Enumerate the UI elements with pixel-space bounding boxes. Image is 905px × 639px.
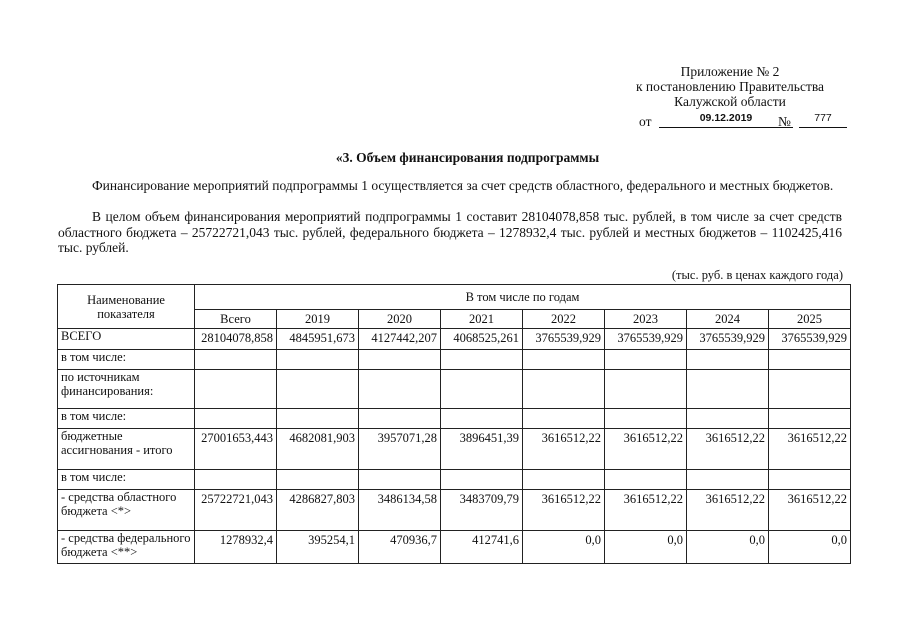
column-header: 2025 [769, 310, 851, 329]
table-cell: 4845951,673 [277, 329, 359, 350]
table-cell: 3616512,22 [523, 490, 605, 531]
row-label: - средства областного бюджета <*> [58, 490, 195, 531]
header-indicator-name: Наименование показателя [58, 285, 195, 329]
row-label: по источникам финансирования: [58, 370, 195, 409]
appendix-date-line [634, 112, 864, 128]
table-cell [359, 409, 441, 429]
section-title: «3. Объем финансирования подпрограммы [335, 150, 600, 165]
column-header: 2022 [523, 310, 605, 329]
table-cell [605, 409, 687, 429]
row-label: в том числе: [58, 409, 195, 429]
table-cell [687, 409, 769, 429]
table-cell: 3616512,22 [769, 429, 851, 470]
table-cell [605, 370, 687, 409]
table-cell [359, 470, 441, 490]
row-label: в том числе: [58, 470, 195, 490]
table-cell: 0,0 [523, 531, 605, 564]
table-cell [769, 470, 851, 490]
table-cell [441, 370, 523, 409]
table-cell: 3896451,39 [441, 429, 523, 470]
table-cell [687, 350, 769, 370]
row-label: ВСЕГО [58, 329, 195, 350]
table-cell: 470936,7 [359, 531, 441, 564]
table-cell: 28104078,858 [195, 329, 277, 350]
appendix-block [600, 64, 860, 109]
table-cell [523, 370, 605, 409]
table-cell: 1278932,4 [195, 531, 277, 564]
table-cell: 0,0 [687, 531, 769, 564]
table-cell: 4068525,261 [441, 329, 523, 350]
table-cell: 3483709,79 [441, 490, 523, 531]
row-label: в том числе: [58, 350, 195, 370]
table-cell [605, 470, 687, 490]
table-cell [277, 409, 359, 429]
row-label: бюджетные ассигнования - итого [58, 429, 195, 470]
table-row [58, 350, 851, 370]
table-row [58, 370, 851, 409]
table-row [58, 490, 851, 531]
table-cell: 3765539,929 [605, 329, 687, 350]
table-row [58, 409, 851, 429]
table-cell: 412741,6 [441, 531, 523, 564]
column-header: Всего [195, 310, 277, 329]
table-cell [195, 409, 277, 429]
table-row [58, 429, 851, 470]
table-cell [605, 350, 687, 370]
column-header: 2023 [605, 310, 687, 329]
table-cell [277, 470, 359, 490]
table-cell: 4682081,903 [277, 429, 359, 470]
table-cell: 0,0 [769, 531, 851, 564]
from-label: от [639, 114, 652, 129]
table-cell: 3616512,22 [769, 490, 851, 531]
table-cell [195, 470, 277, 490]
table-cell [523, 350, 605, 370]
resolution-number: 777 [799, 112, 847, 128]
number-label: № [778, 114, 791, 129]
column-header: 2024 [687, 310, 769, 329]
table-cell [359, 370, 441, 409]
table-cell [277, 370, 359, 409]
table-cell [523, 409, 605, 429]
table-cell [441, 470, 523, 490]
row-label: - средства федерального бюджета <**> [58, 531, 195, 564]
table-cell [769, 370, 851, 409]
table-cell: 3486134,58 [359, 490, 441, 531]
table-cell: 25722721,043 [195, 490, 277, 531]
table-row [58, 329, 851, 350]
header-years-group: В том числе по годам [195, 285, 851, 310]
table-cell [195, 350, 277, 370]
units-note: (тыс. руб. в ценах каждого года) [671, 268, 843, 282]
table-cell [769, 350, 851, 370]
table-cell: 3616512,22 [605, 490, 687, 531]
table-cell [687, 470, 769, 490]
table-cell [359, 350, 441, 370]
column-header: 2019 [277, 310, 359, 329]
table-cell: 3616512,22 [687, 429, 769, 470]
table-cell: 0,0 [605, 531, 687, 564]
table-cell [523, 470, 605, 490]
table-cell [769, 409, 851, 429]
appendix-region: Калужской области [674, 94, 786, 109]
column-header: 2020 [359, 310, 441, 329]
table-cell: 3616512,22 [605, 429, 687, 470]
paragraph-financing-sources: Финансирование мероприятий подпрограммы 1 осуществляется за счет средств областного, федерального и местных бюджетов. [92, 178, 834, 193]
resolution-date: 09.12.2019 [659, 112, 793, 128]
column-header: 2021 [441, 310, 523, 329]
table-cell: 27001653,443 [195, 429, 277, 470]
table-row [58, 531, 851, 564]
paragraph-financing-total: В целом объем финансирования мероприятий подпрограммы 1 составит 28104078,858 тыс. рублей, в том числе за счет средств областного бюджета – 25722721,043 тыс. рублей, федерального бюджета – 1278932,4 тыс. рублей и местных бюджетов – 1102425,416 тыс. рублей. [58, 209, 842, 255]
table-cell: 3765539,929 [687, 329, 769, 350]
appendix-title: Приложение № 2 [680, 64, 780, 79]
table-cell: 3957071,28 [359, 429, 441, 470]
appendix-resolution: к постановлению Правительства [635, 79, 825, 94]
table-cell: 395254,1 [277, 531, 359, 564]
table-cell [441, 409, 523, 429]
table-cell: 3616512,22 [523, 429, 605, 470]
table-cell [195, 370, 277, 409]
table-cell [277, 350, 359, 370]
table-cell: 3765539,929 [769, 329, 851, 350]
table-cell [441, 350, 523, 370]
table-cell: 3765539,929 [523, 329, 605, 350]
table-cell: 3616512,22 [687, 490, 769, 531]
table-row [58, 470, 851, 490]
table-cell [687, 370, 769, 409]
financing-table [57, 284, 851, 564]
table-cell: 4286827,803 [277, 490, 359, 531]
table-cell: 4127442,207 [359, 329, 441, 350]
